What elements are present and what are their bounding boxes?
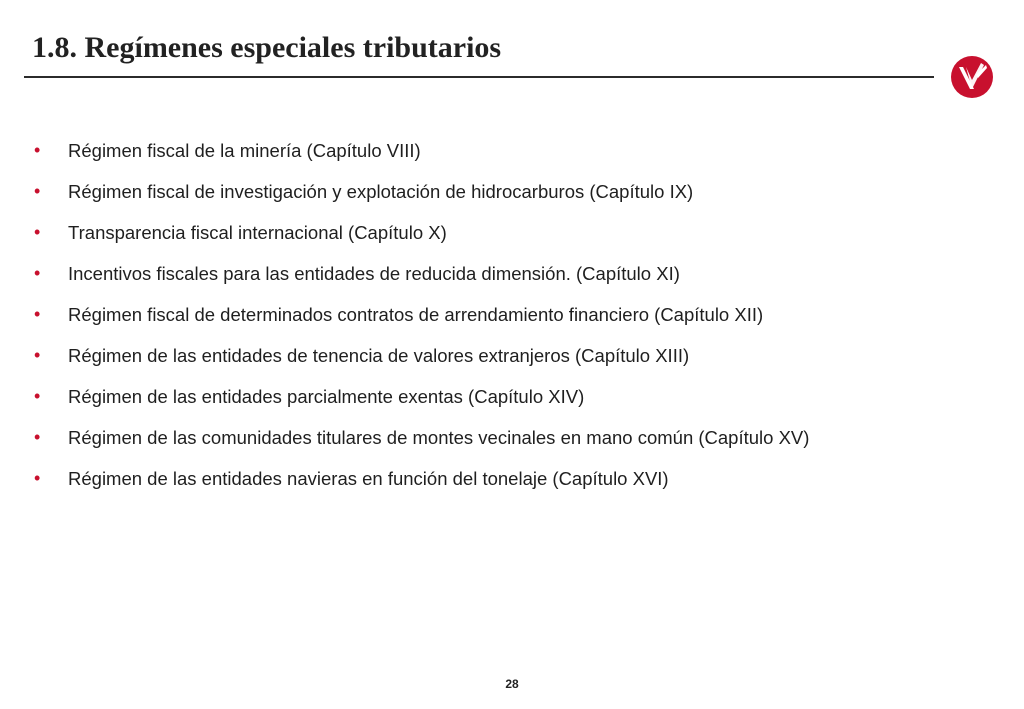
- list-item-text: Régimen de las entidades navieras en función del tonelaje (Capítulo XVI): [68, 467, 669, 489]
- bullet-icon: •: [34, 140, 41, 160]
- list-item-text: Régimen fiscal de la minería (Capítulo VIII): [68, 139, 421, 161]
- bullet-icon: •: [34, 386, 41, 406]
- list-item: [34, 212, 809, 253]
- title-divider: [24, 76, 934, 78]
- list-item-text: Régimen de las entidades parcialmente exentas (Capítulo XIV): [68, 385, 585, 407]
- list-item: [34, 417, 809, 458]
- list-item-text: Transparencia fiscal internacional (Capítulo X): [68, 221, 447, 243]
- list-item-text: Régimen de las comunidades titulares de montes vecinales en mano común (Capítulo XV): [68, 426, 810, 448]
- list-item-text: Régimen fiscal de investigación y explotación de hidrocarburos (Capítulo IX): [68, 180, 694, 202]
- red-circle-v-logo-icon: [950, 55, 994, 99]
- page-number: 28: [505, 677, 519, 691]
- list-item: [34, 335, 809, 376]
- bullet-icon: •: [34, 427, 41, 447]
- bullet-icon: •: [34, 468, 41, 488]
- list-item: [34, 171, 809, 212]
- list-item: [34, 294, 809, 335]
- bullet-icon: •: [34, 181, 41, 201]
- list-item: [34, 253, 809, 294]
- bullet-list: [34, 130, 809, 499]
- bullet-icon: •: [34, 304, 41, 324]
- list-item: [34, 458, 809, 499]
- list-item: [34, 376, 809, 417]
- list-item-text: Régimen de las entidades de tenencia de valores extranjeros (Capítulo XIII): [68, 344, 690, 366]
- list-item-text: Incentivos fiscales para las entidades de reducida dimensión. (Capítulo XI): [68, 262, 680, 284]
- bullet-icon: •: [34, 222, 41, 242]
- bullet-icon: •: [34, 263, 41, 283]
- slide-title: 1.8. Regímenes especiales tributarios: [32, 31, 502, 64]
- list-item-text: Régimen fiscal de determinados contratos de arrendamiento financiero (Capítulo XII): [68, 303, 764, 325]
- list-item: [34, 130, 809, 171]
- bullet-icon: •: [34, 345, 41, 365]
